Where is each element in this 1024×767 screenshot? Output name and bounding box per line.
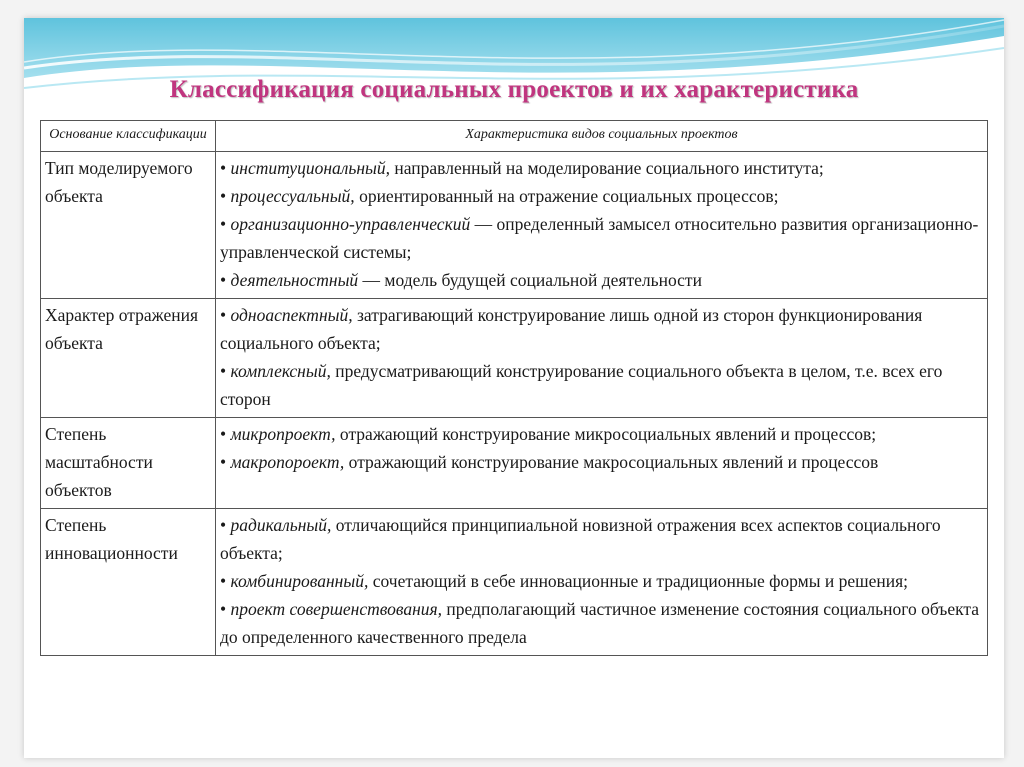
row-characteristics [216, 418, 988, 509]
table-row [41, 152, 988, 299]
row-category: Характер отражения объекта [41, 299, 216, 418]
list-item: • одноаспектный, затрагивающий конструирование лишь одной из сторон функционирования социального объекта; [220, 305, 923, 353]
column-header-basis: Основание классификации [41, 121, 216, 152]
slide-title: Классификация социальных проектов и их характеристика [169, 76, 859, 103]
list-item: • радикальный, отличающийся принципиальной новизной отражения всех аспектов социального объекта; [220, 515, 941, 563]
list-item: • организационно-управленческий — определенный замысел относительно развития организационно-управленческой системы; [220, 214, 979, 262]
row-characteristics [216, 152, 988, 299]
row-characteristics [216, 299, 988, 418]
list-item: • институциональный, направленный на моделирование социального института; [220, 158, 824, 178]
list-item: • процессуальный, ориентированный на отражение социальных процессов; [220, 186, 779, 206]
list-item: • комбинированный, сочетающий в себе инновационные и традиционные формы и решения; [220, 571, 909, 591]
row-category: Степень инновационности [41, 509, 216, 656]
column-header-characteristics: Характеристика видов социальных проектов [216, 121, 988, 152]
list-item: • микропроект, отражающий конструирование микросоциальных явлений и процессов; [220, 424, 877, 444]
list-item: • деятельностный — модель будущей социальной деятельности [220, 270, 702, 290]
row-category: Тип моделируемого объекта [41, 152, 216, 299]
row-characteristics [216, 509, 988, 656]
table-row [41, 299, 988, 418]
table-row [41, 509, 988, 656]
table-header-row [41, 121, 988, 152]
list-item: • комплексный, предусматривающий конструирование социального объекта в целом, т.е. всех его сторон [220, 361, 943, 409]
table-row [41, 418, 988, 509]
classification-table [40, 120, 988, 656]
list-item: • проект совершенствования, предполагающий частичное изменение состояния социального объекта до определенного качественного предела [220, 599, 980, 647]
row-category: Степень масштабности объектов [41, 418, 216, 509]
list-item: • макропороект, отражающий конструирование макросоциальных явлений и процессов [220, 452, 879, 472]
